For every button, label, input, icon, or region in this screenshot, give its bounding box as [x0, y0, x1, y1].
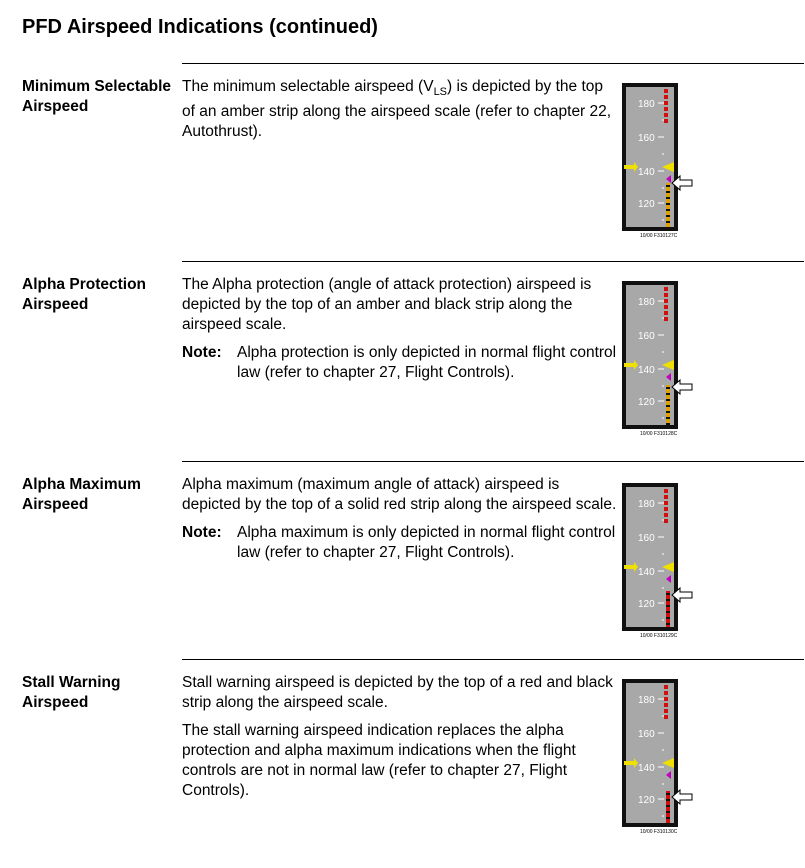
section-paragraph: Stall warning airspeed is depicted by the top of a red and black strip along the airspeed scale.: [182, 674, 613, 711]
low-speed-strip-segment: [666, 405, 670, 407]
overspeed-strip-segment: [664, 305, 668, 309]
overspeed-strip-segment: [664, 709, 668, 713]
low-speed-strip-segment: [666, 399, 670, 401]
airspeed-scale-figure: [622, 483, 694, 639]
page-title: PFD Airspeed Indications (continued): [22, 16, 378, 38]
low-speed-strip-segment: [666, 221, 670, 223]
airspeed-scale-svg: [622, 281, 694, 437]
overspeed-strip-segment: [664, 95, 668, 99]
low-speed-strip-segment: [666, 215, 670, 217]
overspeed-strip-segment: [664, 685, 668, 689]
overspeed-strip-segment: [664, 119, 668, 123]
note: [182, 523, 618, 563]
tick-label: 140: [638, 567, 655, 578]
figure-caption: 10/00 F310129C: [640, 633, 678, 639]
tick-label: 120: [638, 599, 655, 610]
low-speed-strip-segment: [666, 411, 670, 413]
overspeed-strip-segment: [664, 299, 668, 303]
section-divider: [182, 261, 804, 262]
low-speed-strip-segment: [666, 593, 670, 595]
low-speed-strip-segment: [666, 393, 670, 395]
tick-label: 140: [638, 365, 655, 376]
low-speed-strip-segment: [666, 197, 670, 199]
low-speed-strip-segment: [666, 191, 670, 193]
overspeed-strip-segment: [664, 311, 668, 315]
airspeed-scale-figure: [622, 83, 694, 239]
airspeed-scale-figure: [622, 281, 694, 437]
overspeed-strip-segment: [664, 715, 668, 719]
low-speed-strip-segment: [666, 387, 670, 389]
low-speed-strip-segment: [666, 805, 670, 807]
tick-label: 120: [638, 199, 655, 210]
airspeed-scale-svg: [622, 83, 694, 239]
overspeed-strip-segment: [664, 293, 668, 297]
tick-label: 160: [638, 533, 655, 544]
note: [182, 343, 618, 383]
section-minimum-selectable-airspeed: [0, 63, 805, 253]
figure-caption: 10/00 F310130C: [640, 829, 678, 835]
low-speed-strip-segment: [666, 203, 670, 205]
overspeed-strip-segment: [664, 703, 668, 707]
overspeed-strip-segment: [664, 287, 668, 291]
paragraph-text: ) is depicted by the top of an amber strip along the airspeed scale (refer to chapter 22, Autothrust).: [182, 78, 612, 141]
low-speed-strip-segment: [666, 185, 670, 187]
airspeed-scale-figure: [622, 679, 694, 835]
overspeed-strip-segment: [664, 495, 668, 499]
note-text: Alpha maximum is only depicted in normal flight control law (refer to chapter 27, Flight Controls).: [237, 524, 616, 561]
low-speed-strip-segment: [666, 617, 670, 619]
overspeed-strip-segment: [664, 489, 668, 493]
tick-label: 180: [638, 99, 655, 110]
tick-label: 120: [638, 795, 655, 806]
tick-label: 180: [638, 499, 655, 510]
overspeed-strip-segment: [664, 107, 668, 111]
low-speed-strip-segment: [666, 605, 670, 607]
low-speed-strip-segment: [666, 817, 670, 819]
low-speed-strip-segment: [666, 209, 670, 211]
section-body: [182, 673, 618, 809]
section-alpha-protection-airspeed: [0, 261, 805, 456]
overspeed-strip-segment: [664, 507, 668, 511]
section-stall-warning-airspeed: [0, 659, 805, 864]
tick-label: 140: [638, 763, 655, 774]
overspeed-strip-segment: [664, 113, 668, 117]
low-speed-strip-segment: [666, 417, 670, 419]
paragraph-text: The minimum selectable airspeed (V: [182, 78, 434, 95]
overspeed-strip-segment: [664, 89, 668, 93]
section-body: [182, 77, 618, 150]
section-divider: [182, 659, 804, 660]
tick-label: 160: [638, 133, 655, 144]
note-label: Note:: [182, 524, 222, 541]
figure-caption: 10/00 F310128C: [640, 431, 678, 437]
overspeed-strip-segment: [664, 519, 668, 523]
tick-label: 120: [638, 397, 655, 408]
airspeed-scale-svg: [622, 483, 694, 639]
tick-label: 160: [638, 331, 655, 342]
figure-caption: 10/00 F310127C: [640, 233, 678, 239]
section-body: [182, 275, 618, 383]
section-divider: [182, 63, 804, 64]
low-speed-strip: [666, 591, 670, 627]
note-label: Note:: [182, 344, 222, 361]
section-heading: Alpha Maximum Airspeed: [22, 476, 141, 513]
section-paragraph: Alpha maximum (maximum angle of attack) airspeed is depicted by the top of a solid red strip along the airspeed scale.: [182, 476, 617, 513]
overspeed-strip-segment: [664, 691, 668, 695]
tick-label: 180: [638, 297, 655, 308]
tick-label: 160: [638, 729, 655, 740]
section-paragraph: The Alpha protection (angle of attack protection) airspeed is depicted by the top of an amber and black strip along the airspeed scale.: [182, 276, 592, 333]
overspeed-strip-segment: [664, 317, 668, 321]
low-speed-strip-segment: [666, 623, 670, 625]
section-paragraph: The stall warning airspeed indication replaces the alpha protection and alpha maximum indications when the flight controls are not in normal law (refer to chapter 27, Flight Controls).: [182, 722, 576, 799]
overspeed-strip-segment: [664, 501, 668, 505]
subscript-text: LS: [433, 86, 448, 99]
low-speed-strip-segment: [666, 799, 670, 801]
section-heading: Stall Warning Airspeed: [22, 674, 121, 711]
section-divider: [182, 461, 804, 462]
note-text: Alpha protection is only depicted in normal flight control law (refer to chapter 27, Flight Controls).: [237, 344, 617, 381]
low-speed-strip-segment: [666, 611, 670, 613]
section-body: [182, 475, 618, 563]
tick-label: 140: [638, 167, 655, 178]
tick-label: 180: [638, 695, 655, 706]
section-heading: Minimum Selectable Airspeed: [22, 78, 172, 115]
overspeed-strip-segment: [664, 513, 668, 517]
overspeed-strip-segment: [664, 697, 668, 701]
low-speed-strip-segment: [666, 793, 670, 795]
section-alpha-maximum-airspeed: [0, 461, 805, 656]
low-speed-strip-segment: [666, 811, 670, 813]
low-speed-strip-segment: [666, 423, 670, 425]
overspeed-strip-segment: [664, 101, 668, 105]
section-paragraph: [182, 77, 618, 142]
airspeed-scale-svg: [622, 679, 694, 835]
section-heading: Alpha Protection Airspeed: [22, 276, 147, 313]
low-speed-strip-segment: [666, 599, 670, 601]
